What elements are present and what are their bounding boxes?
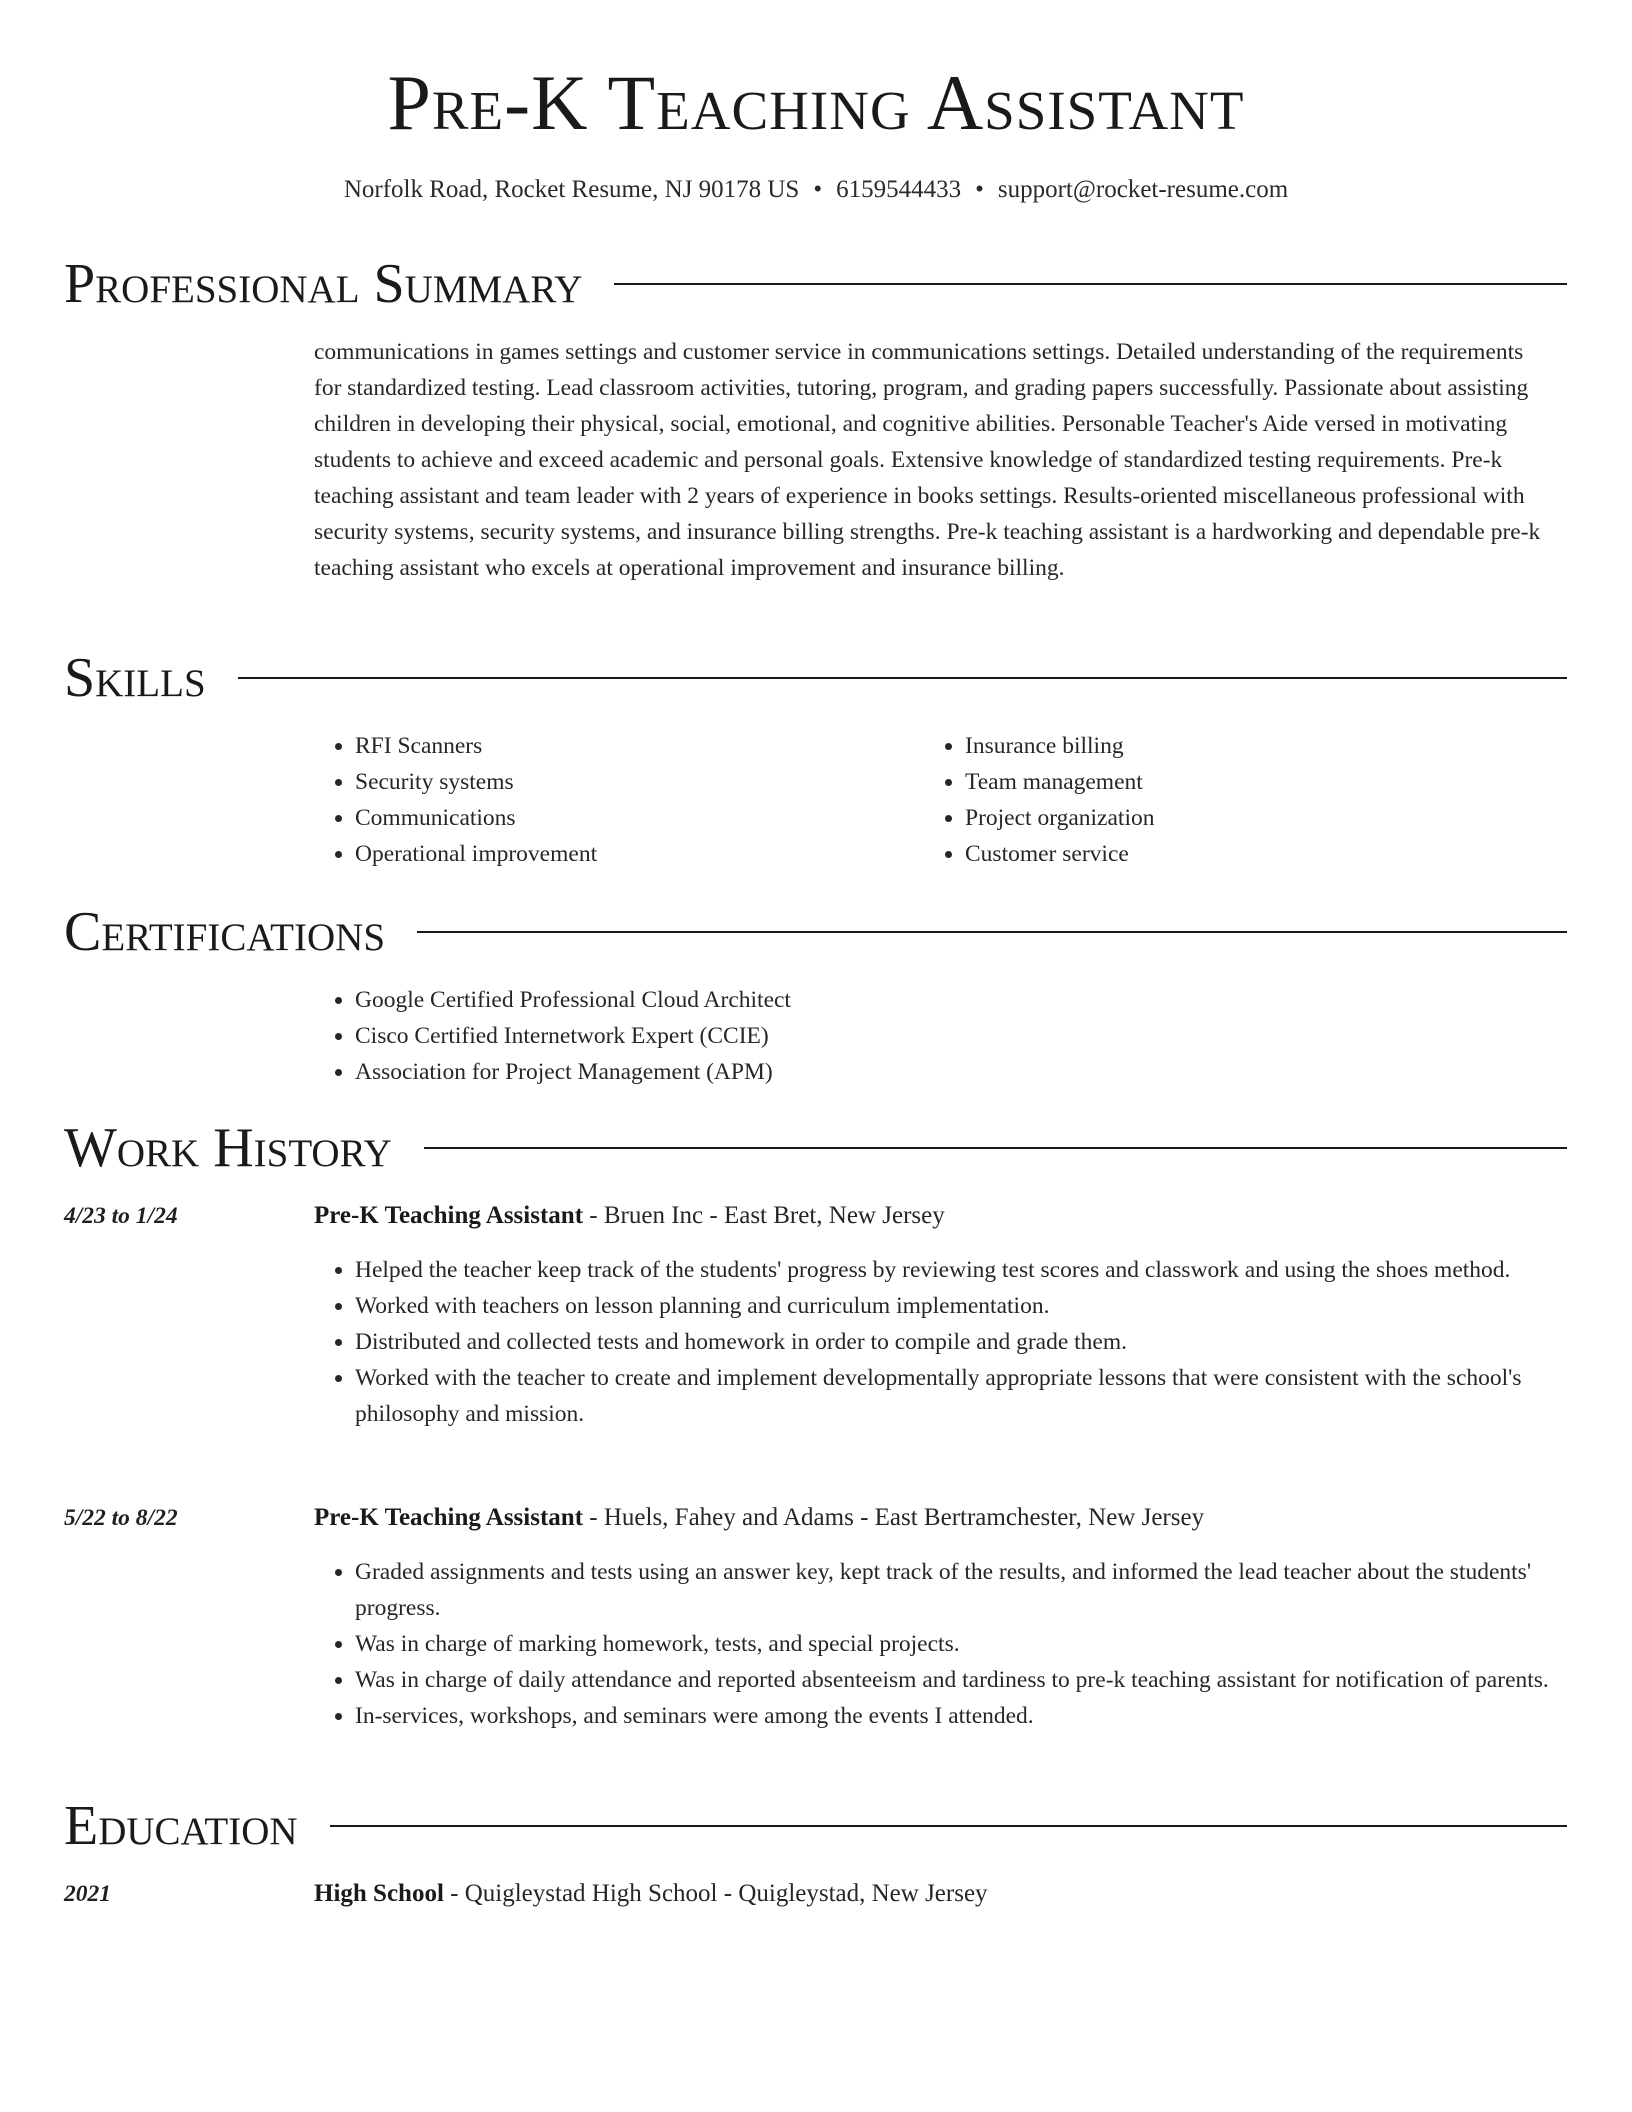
summary-heading: Professional Summary (64, 253, 583, 315)
job-title: Pre-K Teaching Assistant (314, 1504, 584, 1531)
job-heading (314, 1198, 1550, 1234)
job-bullet: • Was in charge of daily attendance and reported absenteeism and tardiness to pre-k teaching assistant for notification of parents. (355, 1662, 1595, 1698)
certification-item: • Association for Project Management (APM) (355, 1054, 1555, 1090)
skill-item: • Insurance billing (965, 728, 1565, 764)
education-school: - Quigleystad High School - Quigleystad, New Jersey (443, 1880, 988, 1907)
job-company: - Bruen Inc - East Bret, New Jersey (583, 1202, 945, 1229)
education-section-header (64, 1794, 1567, 1858)
job-bullet: • Helped the teacher keep track of the students' progress by reviewing test scores and classwork and using the shoes method. (355, 1252, 1595, 1288)
job-bullet: • Graded assignments and tests using an answer key, kept track of the results, and informed the lead teacher about the students' progress. (355, 1554, 1595, 1626)
education-entry (314, 1876, 1550, 1912)
section-divider (417, 931, 1567, 933)
contact-separator: • (975, 176, 984, 203)
section-divider (238, 677, 1567, 679)
resume-name: Pre-K Teaching Assistant (387, 59, 1245, 146)
certifications-list (310, 982, 1555, 1090)
job-bullet: • Worked with teachers on lesson planning and curriculum implementation. (355, 1288, 1595, 1324)
skill-item: • Team management (965, 764, 1565, 800)
job-bullet: • In-services, workshops, and seminars were among the events I attended. (355, 1698, 1595, 1734)
contact-line (0, 173, 1632, 207)
job-dates: 4/23 to 1/24 (64, 1203, 178, 1229)
skill-item: • Security systems (355, 764, 915, 800)
job-bullet: • Distributed and collected tests and homework in order to compile and grade them. (355, 1324, 1595, 1360)
summary-section-header (64, 252, 1567, 316)
certifications-heading: Certifications (64, 901, 386, 963)
job-bullets (310, 1252, 1595, 1432)
education-degree: High School (314, 1880, 444, 1907)
skills-heading: Skills (64, 647, 206, 709)
contact-address: Norfolk Road, Rocket Resume, NJ 90178 US (343, 176, 800, 203)
section-divider (614, 283, 1567, 285)
work-heading: Work History (64, 1117, 392, 1179)
summary-text: communications in games settings and customer service in communications settings. Detailed understanding of the requirements for standardized testing. Lead classroom activities, tutoring, program, and grading papers successfully. Passionate about assisting children in developing their physical, social, emotional, and cognitive abilities. Personable Teacher's Aide versed in motivating students to achieve and exceed academic and personal goals. Extensive knowledge of standardized testing requirements. Pre-k teaching assistant and team leader with 2 years of experience in books settings. Results-oriented miscellaneous professional with security systems, security systems, and insurance billing strengths. Pre-k teaching assistant is a hardworking and dependable pre-k teaching assistant who excels at operational improvement and insurance billing. (314, 339, 1541, 581)
contact-email[interactable]: support@rocket-resume.com (997, 176, 1289, 203)
job-heading (314, 1500, 1550, 1536)
section-divider (424, 1147, 1567, 1149)
job-title: Pre-K Teaching Assistant (314, 1202, 584, 1229)
certification-item: • Google Certified Professional Cloud Architect (355, 982, 1555, 1018)
skill-item: • Operational improvement (355, 836, 915, 872)
skills-section-header (64, 646, 1567, 710)
skills-list-left (310, 728, 915, 872)
skill-item: • Project organization (965, 800, 1565, 836)
certifications-section-header (64, 900, 1567, 964)
job-bullet: • Worked with the teacher to create and implement developmentally appropriate lessons that were consistent with the school's philosophy and mission. (355, 1360, 1595, 1432)
certification-item: • Cisco Certified Internetwork Expert (CCIE) (355, 1018, 1555, 1054)
job-dates: 5/22 to 8/22 (64, 1505, 178, 1531)
work-section-header (64, 1116, 1567, 1180)
skills-list-right (920, 728, 1565, 872)
section-divider (330, 1825, 1567, 1827)
contact-separator: • (813, 176, 823, 203)
skill-item: • Communications (355, 800, 915, 836)
job-company: - Huels, Fahey and Adams - East Bertramchester, New Jersey (583, 1504, 1205, 1531)
contact-phone: 6159544433 (836, 176, 962, 203)
education-heading: Education (64, 1795, 298, 1857)
education-year: 2021 (64, 1881, 111, 1907)
job-bullet: • Was in charge of marking homework, tests, and special projects. (355, 1626, 1595, 1662)
skill-item: • RFI Scanners (355, 728, 915, 764)
skill-item: • Customer service (965, 836, 1565, 872)
job-bullets (310, 1554, 1595, 1734)
